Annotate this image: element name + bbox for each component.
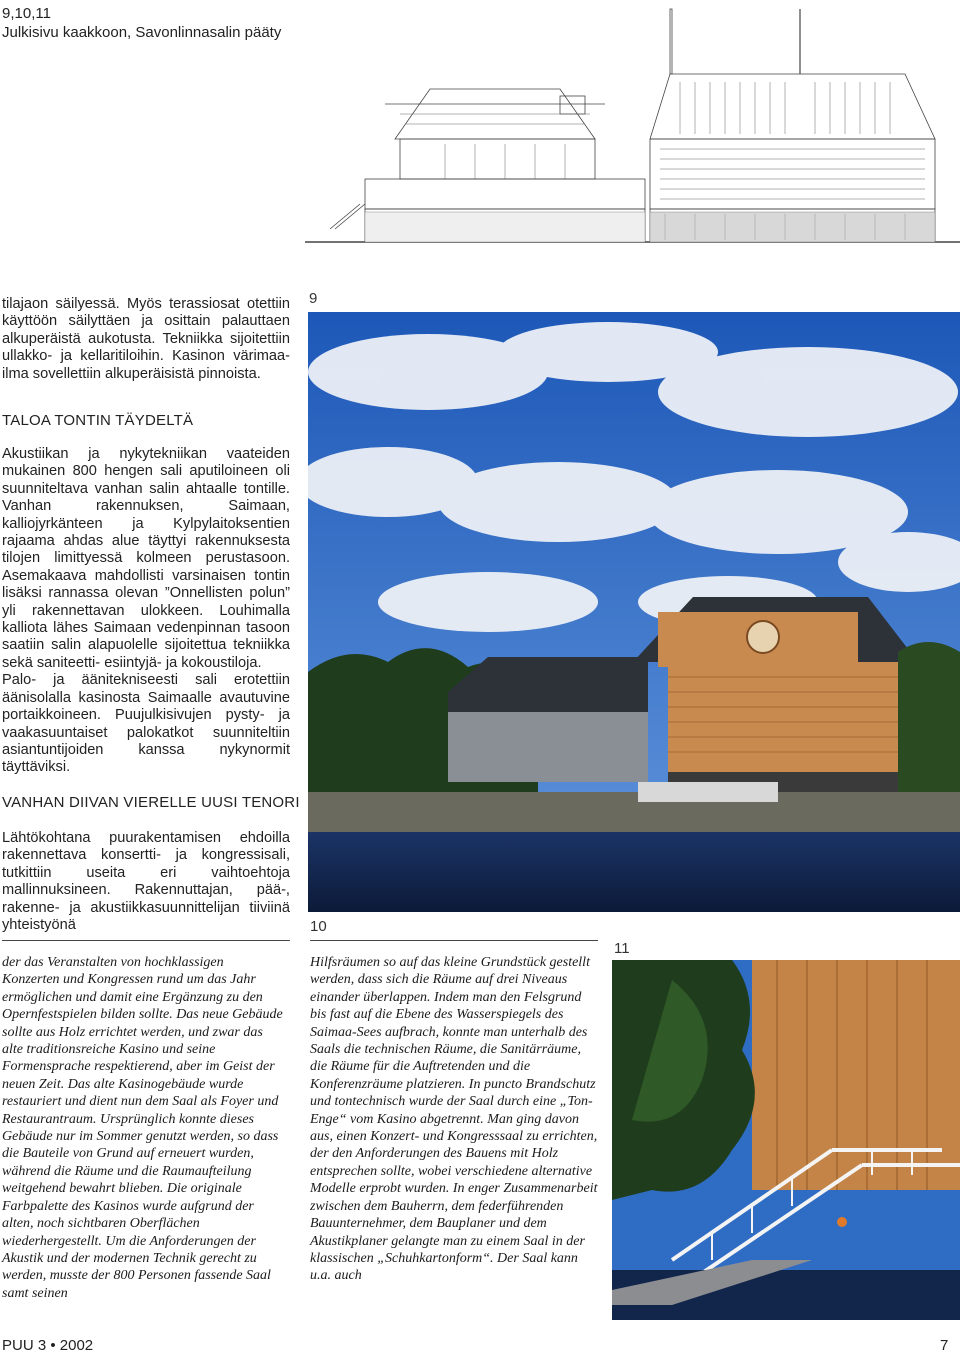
figure-caption <box>2 4 281 42</box>
figure-number-10: 10 <box>310 918 327 935</box>
section-heading-1: TALOA TONTIN TÄYDELTÄ <box>2 412 194 429</box>
elevation-drawing <box>305 4 960 274</box>
photo-facade-stairs <box>612 960 960 1320</box>
footer-page-number: 7 <box>940 1337 949 1354</box>
section-heading-2: VANHAN DIIVAN VIERELLE UUSI TENORI <box>2 794 300 811</box>
photo-concert-hall <box>308 312 960 912</box>
german-text-1: der das Veranstalten von hochklassigen Konzerten und Kongressen rund um das Jahr ermöglichen und damit eine Ergänzung zu den Opernfestspielen bilden sollte. Das neue Gebäude sollte aus Holz errichtet werden, und zwar das alte traditionsreiche Kasino und seine Formensprache respektierend, aber im Geist der neuen Zeit. Das alte Kasinogebäude wurde restauriert und dient nun dem Saal als Foyer und Restaurantraum. Ursprünglich konnte dieses Gebäude nur im Sommer genutzt werden, so dass die Bauteile von Grund auf erneuert wurden, während die Räume und die Raumaufteilung weitgehend bewahrt blieben. Die originale Farbpalette des Kasinos wurde aufgrund der alten, noch sichtbaren Oberflächen wiederhergestellt. Um die Anforderungen der Akustik und der modernen Technik gerecht zu werden, musste der 800 Personen fassende Saal samt seinen <box>2 955 283 1301</box>
divider-left <box>2 940 290 941</box>
footer-magazine: PUU 3 • 2002 <box>2 1337 94 1354</box>
finnish-intro <box>2 296 290 383</box>
finnish-section-2 <box>2 830 290 934</box>
figure-number-9: 9 <box>309 290 318 307</box>
figure-caption-numbers: 9,10,11 <box>2 5 51 22</box>
german-column-1 <box>2 954 284 1302</box>
german-text-2: Hilfsräumen so auf das kleine Grundstück gestellt werden, dass sich die Räume auf drei Niveaus einander überlappen. Indem man den Felsgrund bis fast auf die Ebene des Wasserspiegels des Saimaa-Sees aufbrach, konnte man unterhalb des Saals die technischen Räume, die Sanitärräume, die Räume für die Auftretenden und die Konferenzräume platzieren. In puncto Brandschutz und tontechnisch wurde der Saal durch eine „Ton-Enge“ vom Kasino abgetrennt. Man ging davon aus, einen Konzert- und Kongresssaal zu errichten, der den Anforderungen des Bauens mit Holz entsprechen sollte, wobei verschiedene alternative Modelle erprobt wurden. In enger Zusammenarbeit zwischen dem Bauherrn, dem federführenden Bauunternehmer, dem Bauplaner und dem Akustikplaner gelangte man zu einem Saal in der klassischen „Schuhkartonform“. Der Saal kann u.a. auch <box>310 955 598 1284</box>
finnish-section-2-paragraph-1: Lähtökohtana puurakentamisen ehdoilla rakennettava konsertti- ja kongressisali, tutkittiin useita eri vaihtoehtoja mallinnuksineen. Rakennuttajan, pää-, rakenne- ja akustiikkasuunnittelijan tiiviinä yhteistyönä <box>2 830 290 934</box>
german-column-2 <box>310 954 598 1285</box>
divider-middle <box>310 940 598 941</box>
figure-number-11: 11 <box>614 940 630 957</box>
figure-caption-text: Julkisivu kaakkoon, Savonlinnasalin pääty <box>2 24 282 41</box>
finnish-section-1-paragraph-2: Palo- ja äänitekniseesti sali erotettiin äänisolalla kasinosta Saimaalle avautuvine portaikkoineen. Puujulkisivujen pysty- ja vaakasuuntaiset palokatkot suunniteltiin asiantuntijoiden kanssa nykynormit täyttäviksi. <box>2 672 290 776</box>
finnish-intro-paragraph: tilajaon säilyessä. Myös terassiosat otettiin käyttöön säilyttäen ja osittain palauttaen alkuperäistä aukotusta. Tekniikka sijoitettiin ullakko- ja kellaritiloihin. Kasinon värimaa-ilma sovellettiin alkuperäisistä pinnoista. <box>2 296 290 382</box>
finnish-section-1 <box>2 446 290 777</box>
finnish-section-1-paragraph-1: Akustiikan ja nykytekniikan vaateiden mukainen 800 hengen sali aputiloineen oli suunniteltava vanhan salin ahtaalle tontille. Vanhan rakennuksen, Saimaan, kalliojyrkänteen ja Kylpylaitoksentien rajaama ahdas alue täyttyi rakennuksesta tilojen limittyessä kolmeen perustasoon. Asemakaava mahdollisti varsinaisen tontin lisäksi rannassa olevan ”Onnellisten polun” yli rakennettavan ulokkeen. Louhimalla kalliota lähes Saimaan vedenpinnan tasoon saatiin salin alapuolelle sijoitettua tekniikka sekä saniteetti- esiintyjä- ja kokoustiloja. <box>2 446 290 671</box>
